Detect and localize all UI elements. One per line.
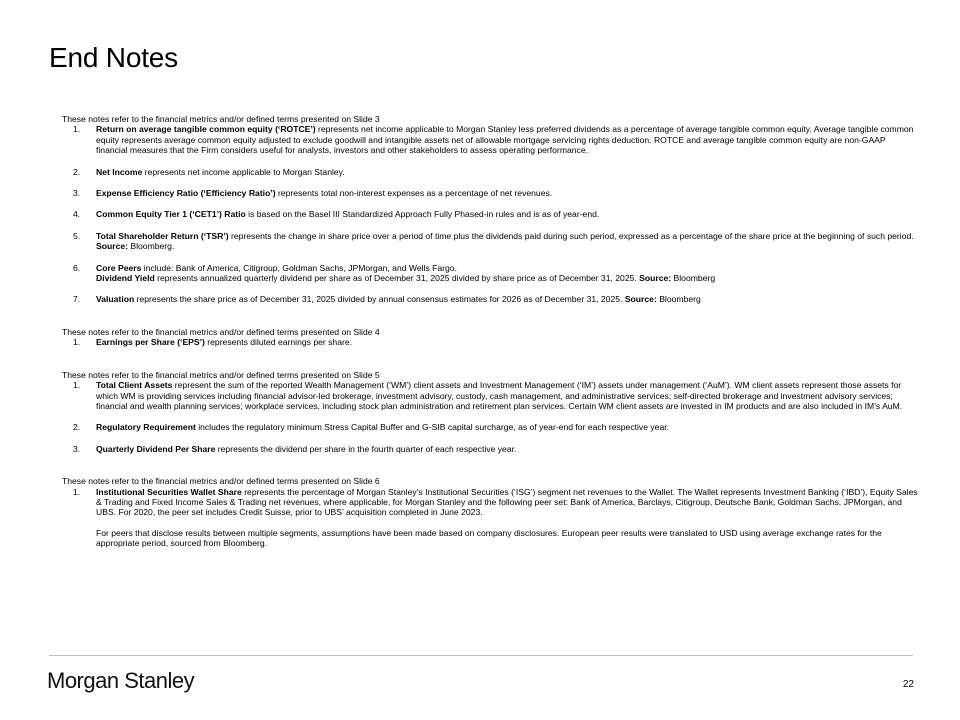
note-text: is based on the Basel III Standardized Approach Fully Phased-in rules and is as of year-end. <box>245 209 600 220</box>
note-text: represents total non-interest expenses as a percentage of net revenues. <box>275 188 553 199</box>
note-text: represents the dividend per share in the fourth quarter of each respective year. <box>215 443 517 454</box>
note-text: represents net income applicable to Morgan Stanley. <box>142 166 345 177</box>
note-number: 1. <box>73 337 81 348</box>
page-title: End Notes <box>49 42 178 73</box>
note-number: 1. <box>73 124 81 135</box>
note-item <box>62 263 918 284</box>
note-item <box>62 188 918 198</box>
footer-divider <box>49 655 913 656</box>
notes-list <box>62 337 918 347</box>
note-item <box>62 294 918 304</box>
note-paragraph: For peers that disclose results between multiple segments, assumptions have been made based on company disclosures. European peer results were translated to USD using average exchange rates for the appropriate period, sourced from Bloomberg. <box>96 527 882 549</box>
note-text: represents net income applicable to Morgan Stanley less preferred dividends as a percentage of average tangible common equity. Average tangible common equity represents average common equity adjusted to exclude goodwill and intangible assets net of allowable mortgage servicing rights deduction. ROTCE and average tangible common equity are non-GAAP financial measures that the Firm considers useful for analysts, investors and other stakeholders to assess operating performance. <box>96 124 914 156</box>
note-number: 4. <box>73 209 81 220</box>
section-intro: These notes refer to the financial metrics and/or defined terms presented on Slide 5 <box>62 369 380 380</box>
note-term-secondary: Dividend Yield <box>96 273 155 284</box>
notes-section-slide-5 <box>62 370 918 454</box>
note-term: Institutional Securities Wallet Share <box>96 486 242 497</box>
note-number: 3. <box>73 443 81 454</box>
note-term: Return on average tangible common equity (‘ROTCE’) <box>96 124 316 135</box>
note-text: represents the change in share price over a period of time plus the dividends paid during such period, expressed as a percentage of the share price at the beginning of such period. <box>228 230 914 241</box>
note-term: Total Client Assets <box>96 380 173 391</box>
source-text: Bloomberg. <box>128 241 175 252</box>
note-number: 1. <box>73 486 81 497</box>
note-text-secondary: represents annualized quarterly dividend per share as of December 31, 2025 divided by share price as of December 31, 2025. <box>154 273 640 284</box>
note-term: Valuation <box>96 294 135 305</box>
source-text: Bloomberg <box>656 294 701 305</box>
note-number: 7. <box>73 294 81 305</box>
note-number: 2. <box>73 422 81 433</box>
note-item <box>62 444 918 454</box>
note-term: Core Peers <box>96 262 142 273</box>
note-number: 1. <box>73 380 81 391</box>
note-term: Common Equity Tier 1 (‘CET1’) Ratio <box>96 209 246 220</box>
notes-section-slide-4 <box>62 327 918 348</box>
notes-section-slide-6 <box>62 476 918 548</box>
source-text: Bloomberg <box>671 273 716 284</box>
notes-list <box>62 124 918 304</box>
note-text: represents the percentage of Morgan Stanley’s Institutional Securities (‘ISG’) segment net revenues to the Wallet. The Wallet represents Investment Banking (‘IBD’), Equity Sales & Trading and Fixed Income Sales & Trading net revenues, where applicable, for Morgan Stanley and the following peer set: Bank of America, Barclays, Citigroup, Deutsche Bank, Goldman Sachs, JPMorgan, and UBS. For 2020, the peer set includes Credit Suisse, prior to UBS’ acquisition completed in June 2023. <box>96 486 918 518</box>
note-term: Net Income <box>96 166 143 177</box>
note-text: represents the share price as of December 31, 2025 divided by annual consensus estimates for 2026 as of December 31, 2025. <box>134 294 625 305</box>
source-label: Source: <box>96 241 128 252</box>
note-item <box>62 380 918 411</box>
page-number: 22 <box>902 679 914 690</box>
note-term: Expense Efficiency Ratio (‘Efficiency Ratio’) <box>96 188 276 199</box>
note-term: Quarterly Dividend Per Share <box>96 443 216 454</box>
note-number: 2. <box>73 166 81 177</box>
note-item <box>62 167 918 177</box>
note-item <box>62 209 918 219</box>
note-text: represents diluted earnings per share. <box>204 337 353 348</box>
morgan-stanley-logo: Morgan Stanley <box>47 668 195 693</box>
section-intro: These notes refer to the financial metrics and/or defined terms presented on Slide 6 <box>62 476 380 487</box>
note-item <box>62 337 918 347</box>
note-term: Regulatory Requirement <box>96 422 196 433</box>
note-item <box>62 422 918 432</box>
source-label: Source: <box>639 273 672 284</box>
note-item <box>62 124 918 155</box>
section-intro: These notes refer to the financial metrics and/or defined terms presented on Slide 3 <box>62 114 380 124</box>
section-intro: These notes refer to the financial metrics and/or defined terms presented on Slide 4 <box>62 326 380 337</box>
note-number: 3. <box>73 188 81 199</box>
note-term: Earnings per Share (‘EPS’) <box>96 337 205 348</box>
note-item <box>62 487 918 549</box>
notes-section-slide-3 <box>62 114 918 305</box>
notes-list <box>62 487 918 549</box>
source-label: Source: <box>624 294 657 305</box>
note-text: includes the regulatory minimum Stress Capital Buffer and G-SIB capital surcharge, as of year-end for each respective year. <box>195 422 670 433</box>
note-text: include: Bank of America, Citigroup, Goldman Sachs, JPMorgan, and Wells Fargo. <box>141 262 457 273</box>
end-notes-content <box>62 114 918 571</box>
note-number: 5. <box>73 230 81 241</box>
note-item <box>62 231 918 252</box>
note-number: 6. <box>73 262 81 273</box>
notes-list <box>62 380 918 454</box>
note-term: Total Shareholder Return (‘TSR’) <box>96 230 229 241</box>
note-text: represent the sum of the reported Wealth Management (‘WM’) client assets and Investment Management (‘IM’) assets under management (‘AuM’). WM client assets represent those assets for which WM is providing services including financial advisor-led brokerage, investment advisory, custody, cash management, and administrative services; self-directed brokerage and investment advisory services; financial and wealth planning services; workplace services, including stock plan administration and retirement plan services. Certain WM client assets are invested in IM products and are also included in IM’s AuM. <box>96 380 903 411</box>
